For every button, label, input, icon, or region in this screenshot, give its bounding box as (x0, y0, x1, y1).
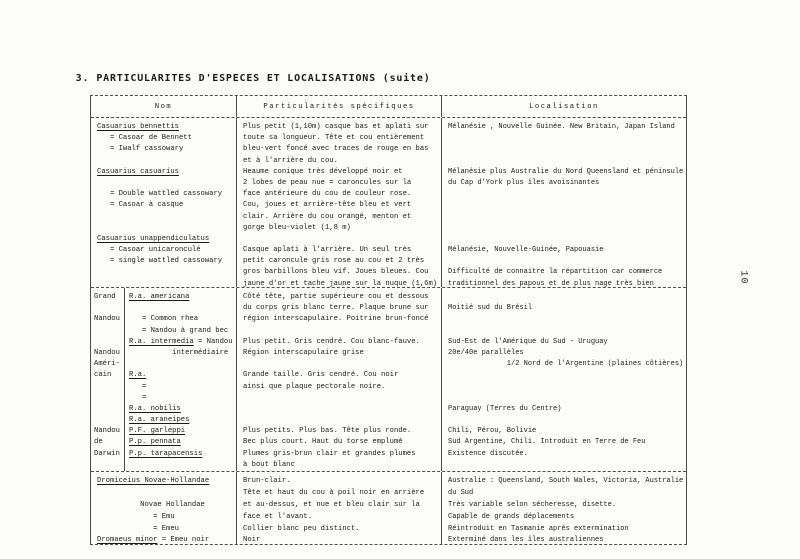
cell-nandou-localisation: Moitié sud du Brésil Sud-Est de l'Amérique du Sud - Uruguay 20e/40e parallèles 1/2 Nord de l'Argentine (plaines côtières) Paraguay (Terres du Centre) Chili, Pérou, Bolivie Sud Argentine, Chili. Introduit en Terre de Feu Existence discutée. (441, 288, 686, 471)
section-title: PARTICULARITES D'ESPECES ET LOCALISATIONS (suite) (96, 73, 431, 84)
cell-casuarius-particularites: Plus petit (1,10m) casque bas et aplati sur toute sa longueur. Tête et cou entièrement bleu-vert foncé avec traces de rouge en bas et à l'arrière du cou. Heaume conique très développé noir et 2 lobes de peau nue = caroncules sur la face antérieure du cou de couleur rose. Cou, joues et arrière-tête bleu et vert clair. Arrière du cou orangé, menton et gorge bleu-violet (1,8 m) Casque aplati à l'arrière. Un seul très petit caroncule gris rose au cou et 2 très gros barbillons bleu vif. Joues bleues. Cou jaune d'or et tache jaune sur la nuque (1,6m) (236, 118, 441, 287)
cell-dromiceius-localisation: Australie : Queensland, South Wales, Victoria, Australie du Sud Très variable selon sécheresse, disette. Capable de grands déplacements Réintroduit en Tasmanie après extermination Exterminé dans les îles australiennes (441, 472, 686, 544)
page-title (62, 62, 431, 84)
header-nom: Nom (154, 102, 173, 111)
table-row-dromiceius (91, 471, 686, 544)
cell-dromiceius-particularites: Brun-clair. Tête et haut du cou à poil noir en arrière et au-dessus, et nue et bleu clair sur la face et l'avant. Collier blanc peu distinct. Noir (236, 472, 441, 544)
cell-casuarius-nom: Casuarius bennettis = Casoar de Bennett = Iwalf cassowary Casuarius casuarius = Double wattled cassowary = Casoar à casque Casuarius unappendiculatus = Casoar unicaronculé = single wattled cassowary (97, 123, 223, 266)
species-table (90, 95, 687, 545)
table-row-nandou (91, 287, 686, 471)
table-header-row (91, 96, 686, 117)
cell-nandou-species: R.a. americana = Common rhea = Nandou à grand bec R.a. intermedia = Nandou intermédiaire R.a. = = R.a. nobilis R.a. araneipes P.F. garleppi P.p. pennata P.p. tarapacensis (124, 288, 236, 471)
header-particularites: Particularités spécifiques (236, 96, 441, 117)
cell-casuarius-localisation: Mélanésie , Nouvelle Guinée. New Britain, Japan Island Mélanésie plus Australie du Nord Queensland et péninsule du Cap d'York plus îles avoisinantes Mélanésie, Nouvelle-Guinée, Papouasie Difficulté de connaitre la répartition car commerce traditionnel des papous et de plus nage très bien (441, 118, 686, 287)
cell-dromiceius-nom: Dromiceius Novae-Hollandae Novae Hollandae = Emu = Emeu Dromaeus minor = Emeu noir (97, 477, 210, 544)
cell-nandou-particularites: Côté tête, partie supérieure cou et dessous du corps gris blanc terre. Plaque brune sur région interscapulaire. Poitrine brun-foncé Plus petit. Gris cendré. Cou blanc-fauve. Région interscapulaire grise Grande taille. Gris cendré. Cou noir ainsi que plaque pectorale noire. Plus petits. Plus bas. Tête plus ronde. Bec plus court. Haut du torse emplumé Plumes gris-brun clair et grandes plumes à bout blanc (236, 288, 441, 471)
page-number: 10 (737, 270, 749, 285)
section-number: 3. (75, 73, 90, 84)
cell-nandou-nom (91, 288, 236, 471)
header-localisation: Localisation (441, 96, 686, 117)
table-row-casuarius (91, 117, 686, 287)
cell-nandou-group-labels: Grand Nandou Nandou Améri- cain Nandou de Darwin (94, 293, 120, 458)
